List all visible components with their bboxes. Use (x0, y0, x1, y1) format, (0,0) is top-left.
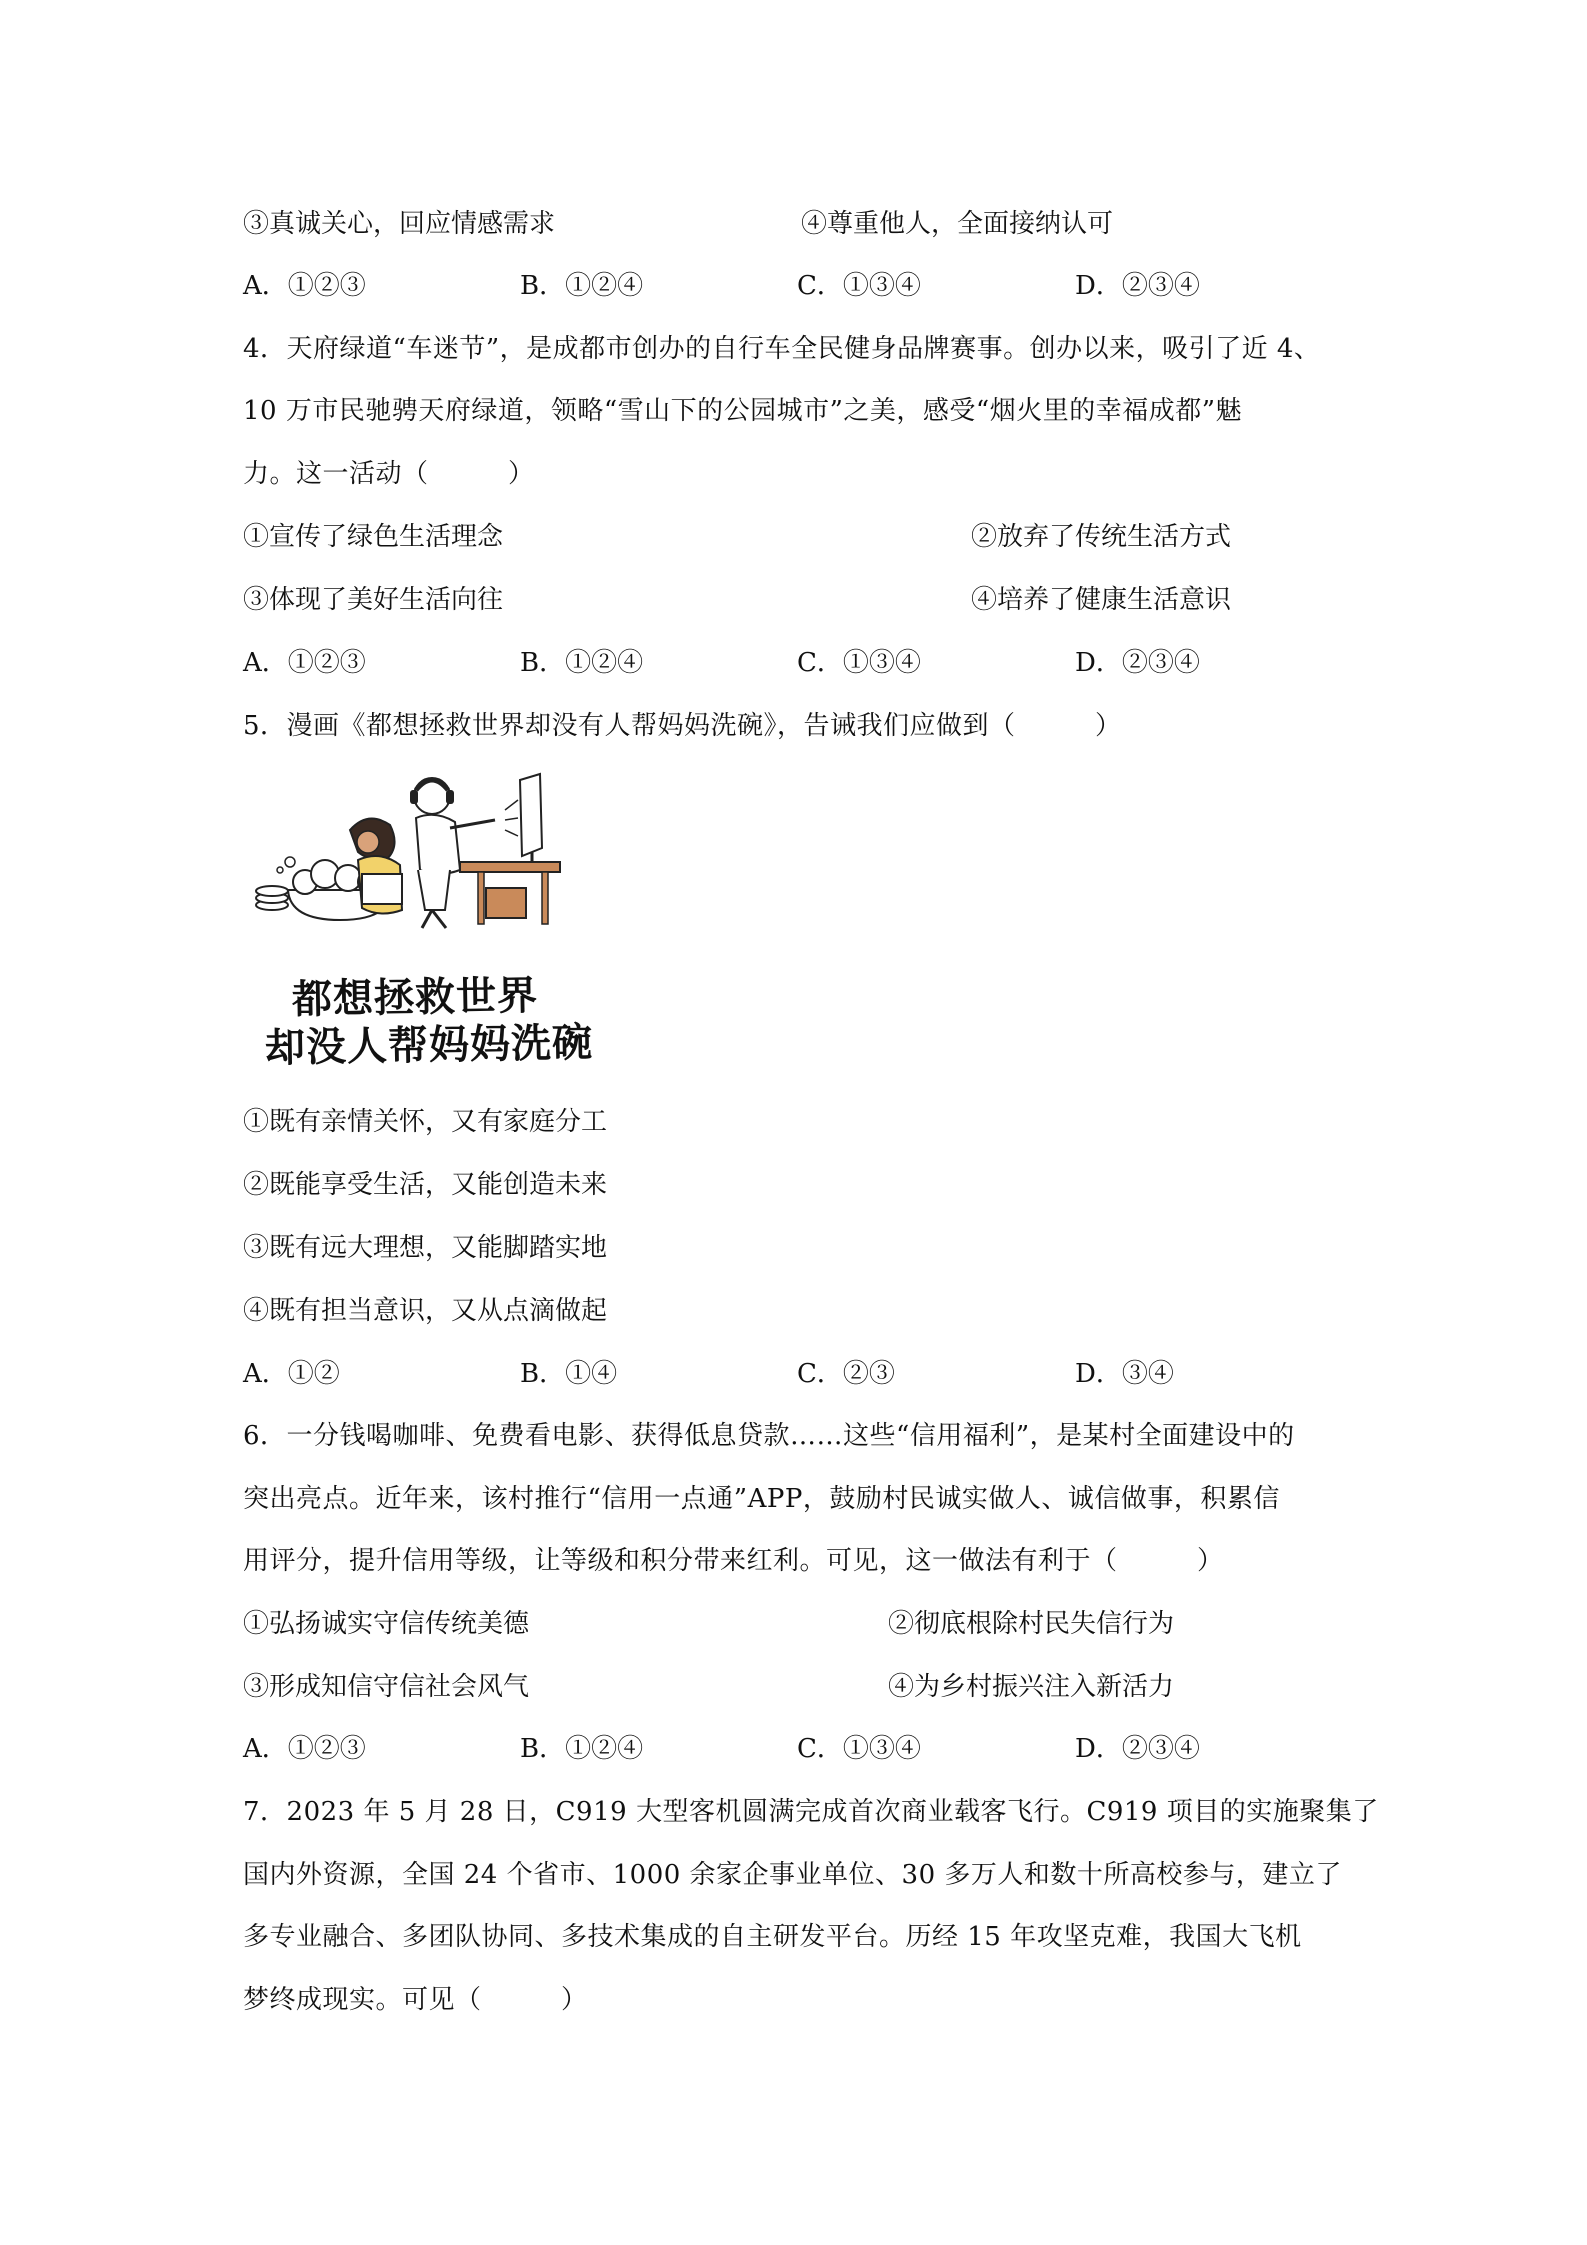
q6-statement-4: ④为乡村振兴注入新活力 (888, 1672, 1175, 1702)
q5-stem: 5．漫画《都想拯救世界却没有人帮妈妈洗碗》，告诫我们应做到（ ） (243, 711, 1122, 741)
q6-option-d: D．②③④ (1075, 1734, 1200, 1764)
q4-option-b: B．①②④ (520, 648, 644, 678)
q5-statement-4: ④既有担当意识，又从点滴做起 (243, 1296, 608, 1326)
cartoon-caption-line-2: 却没人帮妈妈洗碗 (264, 1019, 594, 1072)
q6-statement-3: ③形成知信守信社会风气 (243, 1672, 530, 1702)
q4-option-d: D．②③④ (1075, 648, 1200, 678)
q3-statement-3: ③真诚关心，回应情感需求 (243, 209, 556, 239)
q7-stem-line-4: 梦终成现实。可见（ ） (243, 1985, 588, 2015)
q6-stem-line-1: 6．一分钱喝咖啡、免费看电影、获得低息贷款……这些“信用福利”，是某村全面建设中的 (243, 1421, 1295, 1451)
q6-stem-line-2: 突出亮点。近年来，该村推行“信用一点通”APP，鼓励村民诚实做人、诚信做事，积累信 (243, 1484, 1280, 1514)
q5-option-a: A．①② (243, 1359, 340, 1389)
cartoon-caption-line-1: 都想拯救世界 (291, 972, 539, 1024)
q3-statement-4: ④尊重他人，全面接纳认可 (801, 209, 1114, 239)
q5-option-b: B．①④ (520, 1359, 618, 1389)
q6-stem-line-3: 用评分，提升信用等级，让等级和积分带来红利。可见，这一做法有利于（ ） (243, 1546, 1224, 1576)
q6-statement-1: ①弘扬诚实守信传统美德 (243, 1609, 530, 1639)
q4-stem-line-1: 4．天府绿道“车迷节”，是成都市创办的自行车全民健身品牌赛事。创办以来，吸引了近 4、 (243, 334, 1321, 364)
q5-statement-3: ③既有远大理想，又能脚踏实地 (243, 1233, 608, 1263)
q4-statement-1: ①宣传了绿色生活理念 (243, 522, 504, 552)
q5-option-d: D．③④ (1075, 1359, 1174, 1389)
q6-option-a: A．①②③ (243, 1734, 366, 1764)
q4-statement-3: ③体现了美好生活向往 (243, 585, 504, 615)
q5-option-c: C．②③ (797, 1359, 895, 1389)
q4-stem-line-3: 力。这一活动（ ） (243, 459, 535, 489)
q6-statement-2: ②彻底根除村民失信行为 (888, 1609, 1175, 1639)
q3-option-a: A．①②③ (243, 271, 366, 301)
q3-option-c: C．①③④ (797, 271, 921, 301)
q7-stem-line-3: 多专业融合、多团队协同、多技术集成的自主研发平台。历经 15 年攻坚克难，我国大飞机 (243, 1922, 1302, 1952)
q7-stem-line-1: 7．2023 年 5 月 28 日，C919 大型客机圆满完成首次商业载客飞行。C919 项目的实施聚集了 (243, 1797, 1379, 1827)
cartoon-illustration (250, 770, 580, 940)
q4-stem-line-2: 10 万市民驰骋天府绿道，领略“雪山下的公园城市”之美，感受“烟火里的幸福成都”魅 (243, 396, 1243, 426)
q4-option-c: C．①③④ (797, 648, 921, 678)
q4-option-a: A．①②③ (243, 648, 366, 678)
q3-option-b: B．①②④ (520, 271, 644, 301)
q4-statement-2: ②放弃了传统生活方式 (971, 522, 1232, 552)
q6-option-b: B．①②④ (520, 1734, 644, 1764)
q5-statement-2: ②既能享受生活，又能创造未来 (243, 1170, 608, 1200)
q7-stem-line-2: 国内外资源，全国 24 个省市、1000 余家企事业单位、30 多万人和数十所高校参与，建立了 (243, 1860, 1342, 1890)
q5-statement-1: ①既有亲情关怀，又有家庭分工 (243, 1107, 608, 1137)
q4-statement-4: ④培养了健康生活意识 (971, 585, 1232, 615)
q3-option-d: D．②③④ (1075, 271, 1200, 301)
q6-option-c: C．①③④ (797, 1734, 921, 1764)
